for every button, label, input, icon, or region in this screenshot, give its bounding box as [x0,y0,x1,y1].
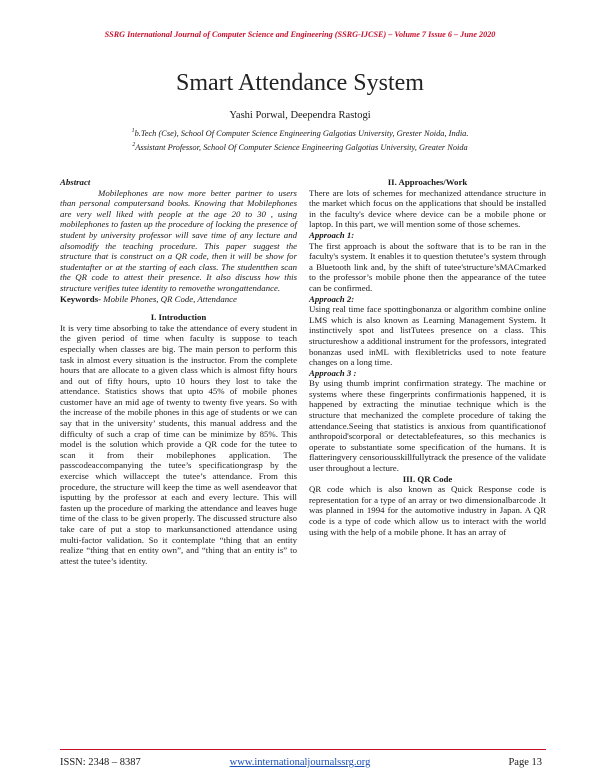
approaches-heading: II. Approaches/Work [387,177,468,187]
affiliation-2 [0,142,600,152]
keywords [60,294,297,305]
aff1-marker: 1 [131,128,135,134]
affiliation-1 [0,128,600,138]
intro-heading: I. Introduction [150,312,207,323]
aff2-marker: 2 [132,142,136,148]
approaches-text: There are lots of schemes for mechanized attendance structure in the market which focus on the applications that should be installed in the faculty's device where device can be a mobile phone or laptop. In this part, we will mention some of those schemes. [309,187,546,230]
paper-authors: Yashi Porwal, Deependra Rastogi [229,110,371,121]
approach-3-heading: Approach 3 : [309,367,357,378]
intro-text: It is very time absorbing to take the attendance of every student in the given period of time when faculty is suppose to teach especially when classes are big. The main person to perform this task in almost every situation is the instructor. From the complete hours that are allocate to a given class which is almost fifty hours and out of fifty hours, upto 10 hours they lost to take the attendance. Statistics shows that upto 45% of mobile phones customer have an mid age of twenty to twenty five years. So with the increase of the mobile phones in this age of students or we can say that in the university’ students, this manual address and the difficulty of such a crap of time can be minimize by 85%. This model is the solution which provide a QR code for the tutee to scan it from their mobilephones application. The passcodeaccompanying the tutee’s specificationgrasp by the exercise which willaccept the tutee’s attendance. From this procedure, the structure will keep the time as well asendeavor that isputting by the professor at each and every lecture. This will fasten up the procedure of marking the attendance and leaves huge time of the class to be given properly. The discussed structure also take care of put a stop to markunsanctioned attendance using multi-factor validation. So it contemplate “thing that an entity realize “thing that en entity own”, and “thing that an entity is” to attest the tutee’s identity. [60,322,297,566]
left-column [60,177,297,566]
approach-1-heading: Approach 1: [309,229,355,240]
approach-2-heading: Approach 2: [309,293,355,304]
qr-text: QR code which is also known as Quick Response code is representation for a type of an array or two dimensionalbarcode .It was planned in 1994 for the automotive industry in Japan. A QR code is a type of code which allow us to interact with the world using with the help of a mobile phone. It has an array of [309,484,546,537]
keywords-label: Keywords- [60,293,102,304]
approach-3-text: By using thumb imprint confirmation strategy. The machine or systems where these fingerprints confirmationis happened, it is happened by extracting the minutiae technique which is the structure that mechanized the complete procedure of taking the attendance.Seeing that statistics is anxious from quantificationof anthropoid'scorporal or detectablefeatures, so this mechanics is operate to substantiate some specification of the humans. It is flatteringvery censoriousskillfullytrack the presence of the validate user throughout a lecture. [309,378,546,474]
aff2-text: Assistant Professor, School Of Computer Science Engineering Galgotias University, Greater Noida [135,142,468,152]
keywords-text: Mobile Phones, QR Code, Attendance [103,293,237,304]
approach-2-text: Using real time face spottingbonanza or algorithm combine online LMS which is also known as Learning Management System. It instinctively spot and listTutees presence on a class. This structureshow a additional instrument for the professors, integrated bonanzas used inML with flexibletricks used to note feature changes on a long time. [309,304,546,368]
footer-page-number: Page 13 [508,757,542,768]
journal-header: SSRG International Journal of Computer Science and Engineering (SSRG-IJCSE) – Volume 7 Issue 6 – June 2020 [104,30,496,39]
footer-url-link[interactable]: www.internationaljournalssrg.org [229,757,371,768]
aff1-text: b.Tech (Cse), School Of Computer Science Engineering Galgotias University, Grester Noida, India. [134,128,469,138]
abstract-text: Mobilephones are now more better partner to users than personal computersand books. Knowing that Mobilephones are very well liked with people at the age 20 to 30 , using mobilephones to fasten up the procedure of locking the presence of student by university professor will save time of any lecture and alsomodify the teaching procedure. This paper suggest the structure that is construct on a QR code, then it will be show for studentafter or at the starting of each class. The studentthen scan the QR code to attest their presence. It also discuss how this structure verifies tutee identity to removethe wrongattendance. [60,187,297,293]
footer-divider [60,749,546,750]
paper-title: Smart Attendance System [176,70,424,96]
qr-heading: III. QR Code [402,473,453,484]
approach-1-text: The first approach is about the software that is to be ran in the faculty's system. It enables it to question thetutee’s system through a Bluetooth link and, by the shift of tutee'structure’sMACmarked to the professor’s mobile phone then the appearance of the tutee can be confirmed. [309,240,546,293]
footer-issn: ISSN: 2348 – 8387 [60,757,141,768]
abstract-heading: Abstract [60,177,91,187]
right-column [309,177,546,537]
